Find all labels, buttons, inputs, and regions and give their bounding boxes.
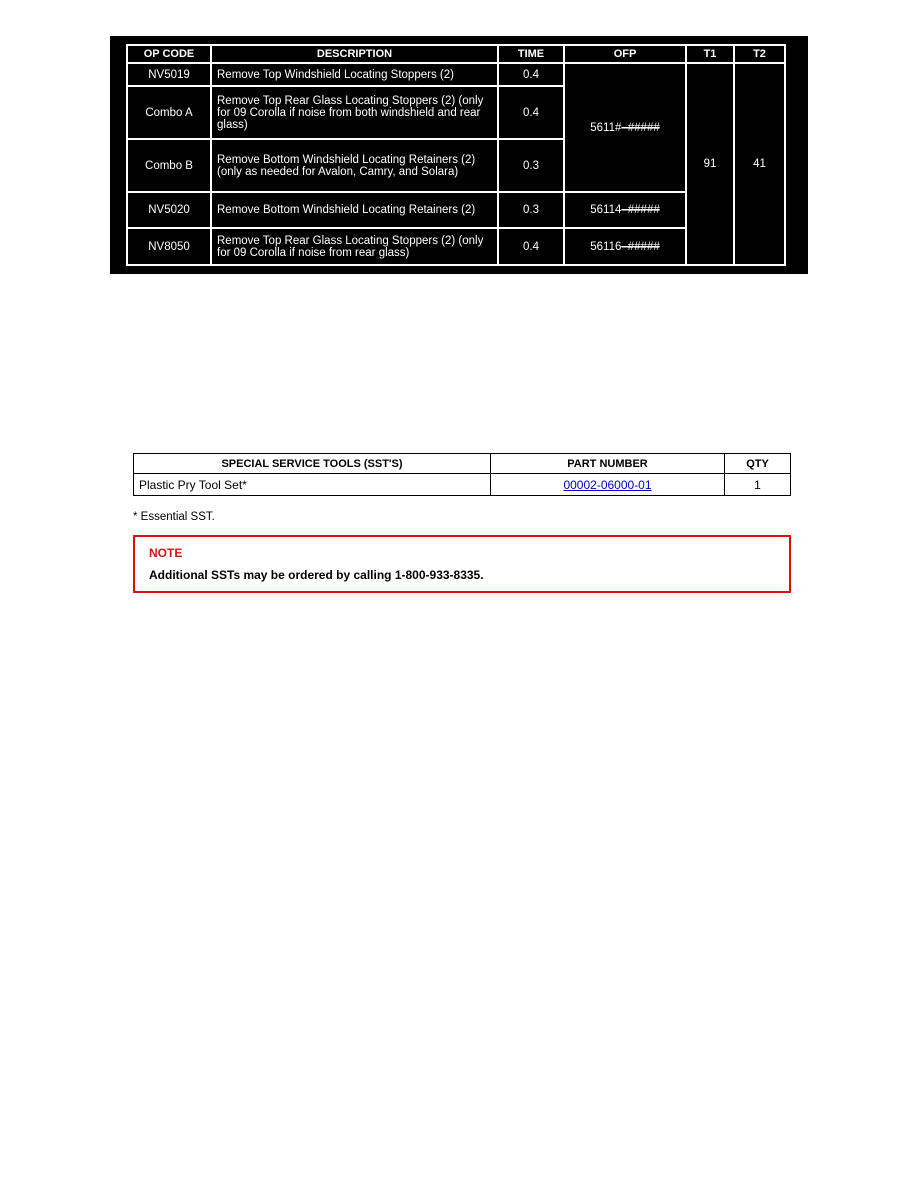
ofp-struck-suffix: –##### [621, 240, 660, 253]
description-cell: Remove Top Rear Glass Locating Stoppers (2) (only for 09 Corolla if noise from both windshield and rear glass) [211, 86, 498, 139]
op-code-header: OP CODE [127, 45, 211, 63]
tool-name-cell: Plastic Pry Tool Set* [134, 474, 491, 496]
note-text: Additional SSTs may be ordered by calling 1-800-933-8335. [149, 568, 484, 582]
description-cell: Remove Bottom Windshield Locating Retainers (2) (only as needed for Avalon, Camry, and Solara) [211, 139, 498, 192]
ofp-number: 56114 [590, 204, 622, 216]
ofp-struck-suffix: –##### [621, 121, 660, 134]
op-code-cell: NV5020 [127, 192, 211, 228]
ofp-number: 56116 [590, 240, 622, 253]
time-cell: 0.4 [498, 86, 564, 139]
ofp-cell [564, 192, 686, 228]
t2-header: T2 [734, 45, 785, 63]
time-header: TIME [498, 45, 564, 63]
part-number-link[interactable]: 00002-06000-01 [563, 477, 652, 492]
t2-cell: 41 [734, 63, 785, 265]
t1-header: T1 [686, 45, 734, 63]
ofp-number: 5611# [590, 121, 622, 134]
part-number-header: PART NUMBER [491, 454, 725, 474]
description-cell: Remove Bottom Windshield Locating Retainers (2) [211, 192, 498, 228]
qty-cell: 1 [725, 474, 791, 496]
description-header: DESCRIPTION [211, 45, 498, 63]
note-label: NOTE [149, 546, 183, 560]
op-code-cell: NV8050 [127, 228, 211, 265]
op-code-table [126, 44, 786, 266]
sst-header-row [134, 454, 791, 474]
part-number-cell [491, 474, 725, 496]
sst-table [133, 453, 791, 496]
t1-cell: 91 [686, 63, 734, 265]
op-code-cell: Combo B [127, 139, 211, 192]
sst-tools-header: SPECIAL SERVICE TOOLS (SST'S) [134, 454, 491, 474]
description-cell: Remove Top Windshield Locating Stoppers (2) [211, 63, 498, 86]
essential-sst-footnote: * Essential SST. [133, 511, 215, 523]
op-code-cell: NV5019 [127, 63, 211, 86]
note-box [133, 535, 791, 593]
op-table-header-row [127, 45, 785, 63]
ofp-struck-suffix: –##### [621, 204, 660, 216]
time-cell: 0.3 [498, 139, 564, 192]
op-code-cell: Combo A [127, 86, 211, 139]
ofp-cell [564, 228, 686, 265]
table-row [127, 63, 785, 86]
time-cell: 0.4 [498, 63, 564, 86]
ofp-header: OFP [564, 45, 686, 63]
time-cell: 0.4 [498, 228, 564, 265]
description-cell: Remove Top Rear Glass Locating Stoppers (2) (only for 09 Corolla if noise from rear glass) [211, 228, 498, 265]
time-cell: 0.3 [498, 192, 564, 228]
ofp-cell [564, 63, 686, 192]
op-code-table-panel [110, 36, 808, 274]
sst-row [134, 474, 791, 496]
qty-header: QTY [725, 454, 791, 474]
